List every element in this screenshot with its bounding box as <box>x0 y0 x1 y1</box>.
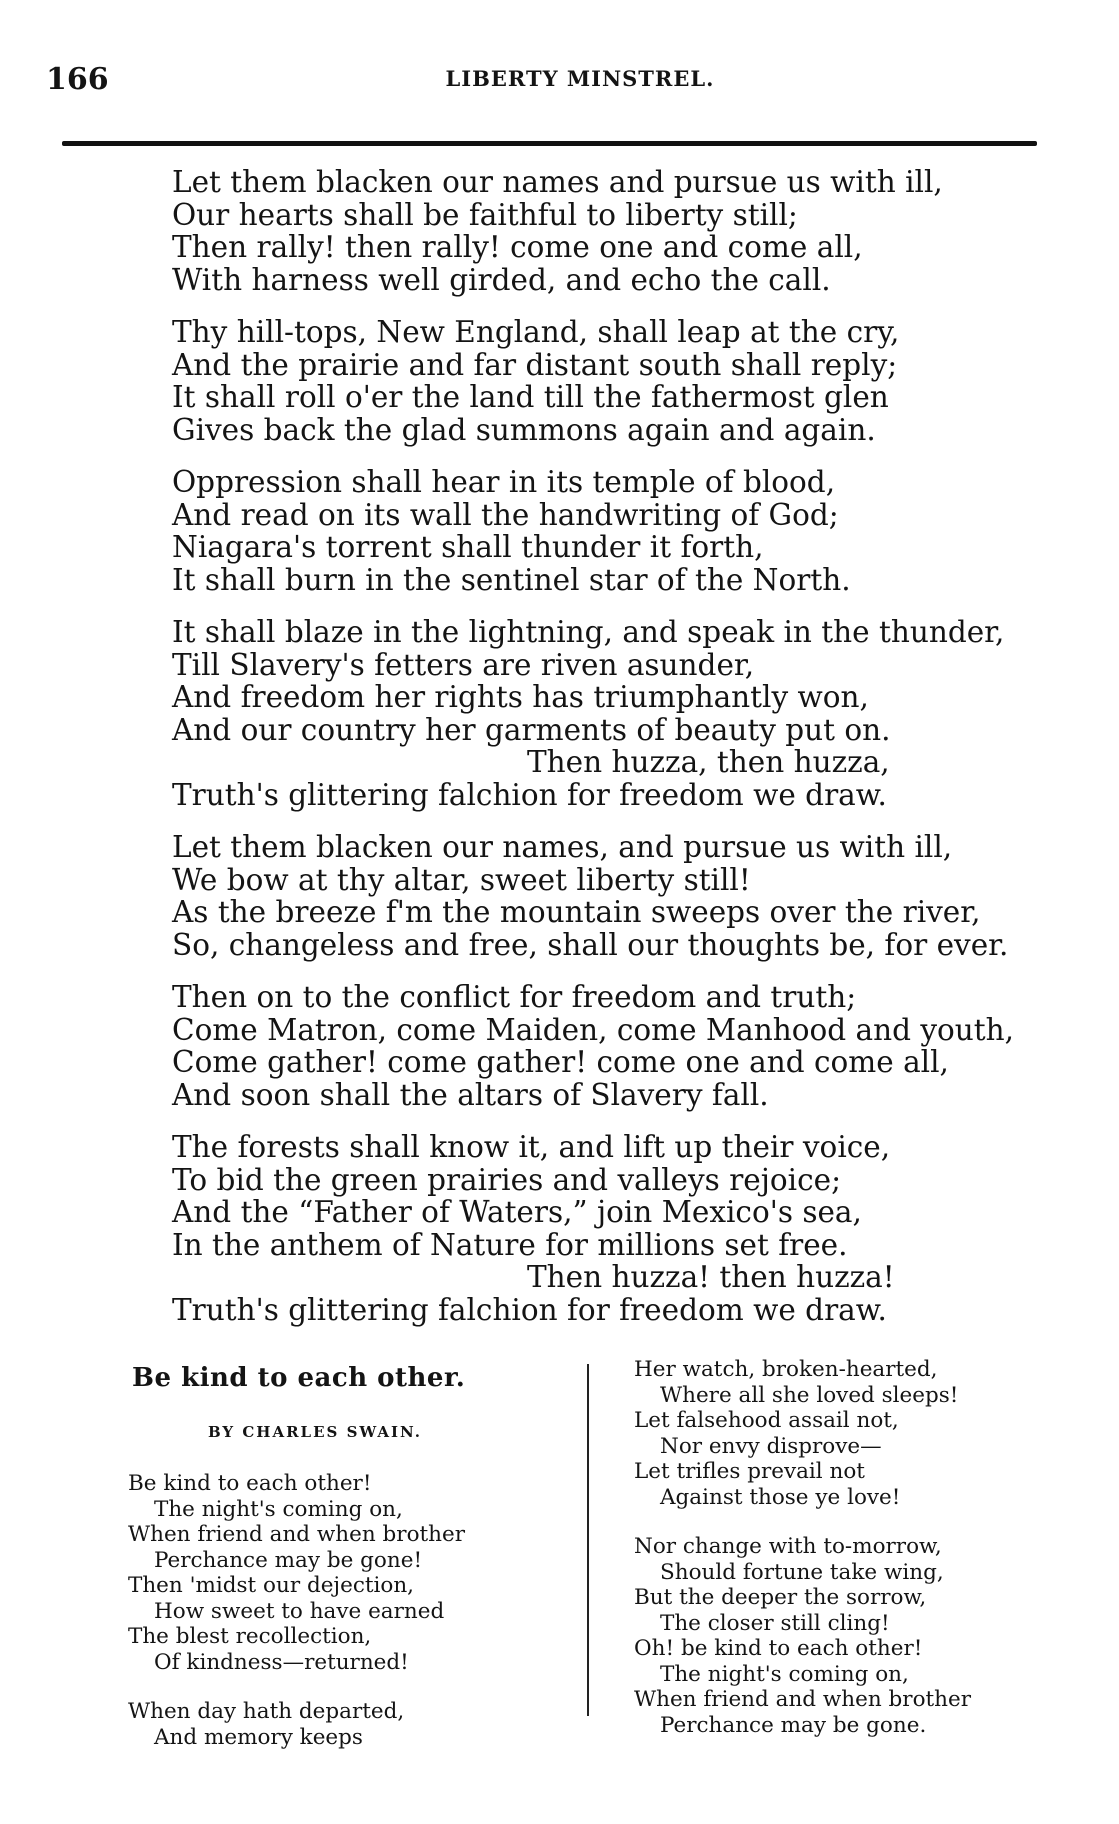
poem-line: It shall roll o'er the land till the fathermost glen <box>172 380 889 414</box>
poem-line: Then rally! then rally! come one and come all, <box>172 230 863 264</box>
small-stanza <box>634 1534 1034 1738</box>
poem-line: Then huzza, then huzza, <box>527 745 890 779</box>
poem-line: So, changeless and free, shall our thoughts be, for ever. <box>172 927 1009 962</box>
poem-line: Come Matron, come Maiden, come Manhood and youth, <box>172 1012 1014 1047</box>
small-stanza <box>634 1357 1034 1510</box>
column-divider <box>587 1364 589 1716</box>
poem-line: And the prairie and far distant south shall reply; <box>172 347 898 382</box>
poem-line: Let them blacken our names, and pursue us with ill, <box>172 830 953 864</box>
small-poem-line: The night's coming on, <box>154 1496 403 1522</box>
small-poem-line: Nor envy disprove— <box>660 1433 882 1459</box>
poem-line: In the anthem of Nature for millions set free. <box>172 1227 848 1262</box>
poem-line: Our hearts shall be faithful to liberty still; <box>172 197 798 232</box>
small-poem-line: Her watch, broken-hearted, <box>634 1357 938 1382</box>
stanza <box>172 616 1032 811</box>
poem-line: Till Slavery's fetters are riven asunder, <box>172 647 755 682</box>
small-poem-line: But the deeper the sorrow, <box>634 1585 927 1610</box>
page-number: 166 <box>46 62 109 97</box>
stanza <box>172 831 1032 961</box>
small-poem-line: How sweet to have earned <box>154 1598 445 1624</box>
header-rule <box>62 141 1037 146</box>
poem-line: The forests shall know it, and lift up their voice, <box>172 1130 891 1164</box>
poem-line: Oppression shall hear in its temple of blood, <box>172 465 836 499</box>
stanza <box>172 466 1032 596</box>
poem-line: Then huzza! then huzza! <box>527 1260 895 1294</box>
poem-line: Then on to the conflict for freedom and truth; <box>172 980 857 1014</box>
stanza <box>172 981 1032 1111</box>
small-poem-line: The night's coming on, <box>660 1661 909 1687</box>
small-poem-line: Let falsehood assail not, <box>634 1408 899 1433</box>
running-head: LIBERTY MINSTREL. <box>445 66 715 91</box>
poem-line: Truth's glittering falchion for freedom we draw. <box>172 1292 887 1327</box>
small-poem-line: The closer still cling! <box>660 1610 890 1636</box>
small-poem-line: Perchance may be gone! <box>154 1547 423 1573</box>
small-poem-line: Should fortune take wing, <box>660 1559 944 1585</box>
second-poem-byline: BY CHARLES SWAIN. <box>208 1422 422 1441</box>
poem-line: And freedom her rights has triumphantly won, <box>172 680 869 714</box>
poem-line: And our country her garments of beauty put on. <box>172 712 891 747</box>
small-poem-line: When friend and when brother <box>634 1687 972 1712</box>
second-poem-left-column <box>128 1363 558 1774</box>
small-poem-line: Let trifles prevail not <box>634 1459 865 1484</box>
poem-line: Let them blacken our names and pursue us with ill, <box>172 165 943 199</box>
poem-line: It shall burn in the sentinel star of the North. <box>172 562 851 597</box>
poem-line: And the “Father of Waters,” join Mexico's sea, <box>172 1195 862 1229</box>
poem-line: Niagara's torrent shall thunder it forth, <box>172 530 764 564</box>
poem-line: Come gather! come gather! come one and come all, <box>172 1045 949 1079</box>
poem-line: Gives back the glad summons again and again. <box>172 412 876 447</box>
poem-line: We bow at thy altar, sweet liberty still! <box>172 862 751 897</box>
small-poem-line: Then 'midst our dejection, <box>128 1573 414 1598</box>
stanza <box>172 316 1032 446</box>
stanza <box>172 166 1032 296</box>
small-poem-line: Perchance may be gone. <box>660 1712 927 1738</box>
poem-body <box>172 166 1032 1346</box>
small-poem-line: Nor change with to-morrow, <box>634 1534 942 1559</box>
poem-line: And read on its wall the handwriting of God; <box>172 497 839 532</box>
small-poem-line: Of kindness—returned! <box>154 1649 409 1675</box>
second-poem-title: Be kind to each other. <box>132 1363 466 1393</box>
small-poem-line: When day hath departed, <box>128 1699 405 1724</box>
small-stanza <box>128 1699 558 1750</box>
poem-line: To bid the green prairies and valleys rejoice; <box>172 1162 842 1197</box>
left-column-stanzas <box>128 1471 558 1750</box>
poem-line: With harness well girded, and echo the call. <box>172 262 831 297</box>
small-poem-line: Against those ye love! <box>660 1484 901 1510</box>
small-poem-line: Be kind to each other! <box>128 1471 372 1496</box>
small-poem-line: Where all she loved sleeps! <box>660 1382 959 1408</box>
poem-line: Truth's glittering falchion for freedom we draw. <box>172 777 887 812</box>
poem-line: It shall blaze in the lightning, and speak in the thunder, <box>172 615 1005 649</box>
small-stanza <box>128 1471 558 1675</box>
small-poem-line: Oh! be kind to each other! <box>634 1636 923 1661</box>
small-poem-line: The blest recollection, <box>128 1624 372 1649</box>
second-poem-right-column <box>634 1357 1034 1762</box>
small-poem-line: And memory keeps <box>154 1724 363 1750</box>
poem-line: Thy hill-tops, New England, shall leap at the cry, <box>172 315 900 349</box>
poem-line: And soon shall the altars of Slavery fall. <box>172 1077 769 1112</box>
poem-line: As the breeze f'm the mountain sweeps over the river, <box>172 895 981 929</box>
small-poem-line: When friend and when brother <box>128 1522 466 1547</box>
stanza <box>172 1131 1032 1326</box>
